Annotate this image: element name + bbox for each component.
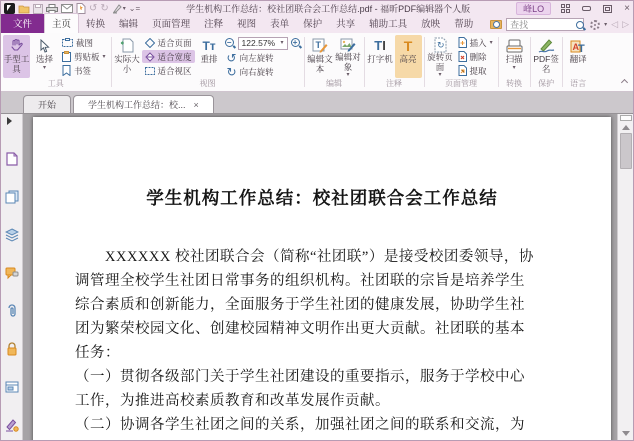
pdf-sign-button[interactable]: PDF签名 — [533, 35, 560, 78]
group-pages — [427, 35, 496, 91]
document-line: 团为繁荣校园文化、创建校园精神文明作出更大贡献。社团联的基本 — [75, 321, 525, 337]
zoom-caret-icon: ▾ — [280, 40, 284, 46]
group-protect — [533, 35, 560, 91]
tab-home[interactable]: 主页 — [44, 13, 79, 33]
rotate-right-button[interactable]: ↻ 向右旋转 — [226, 64, 274, 79]
ribbon-tab-bar — [1, 16, 633, 33]
redo-icon[interactable]: ↻ — [100, 2, 109, 14]
tab-file[interactable]: 文件 — [1, 14, 44, 33]
page-thumbnails-panel-icon[interactable] — [4, 189, 20, 205]
edit-text-button[interactable]: T 编辑文本 — [307, 35, 334, 78]
search-input[interactable] — [506, 18, 584, 31]
document-line: 综合素质和创新能力，全面服务于学生社团的健康发展，协助学生社 — [75, 297, 525, 313]
reflow-icon: Tᴛ — [202, 39, 216, 53]
hand-icon — [9, 37, 24, 55]
edit-object-caret-icon: ▾ — [346, 72, 350, 78]
tab-share[interactable]: 共享 — [336, 19, 356, 30]
main-area — [1, 114, 633, 440]
group-label-tools: 工具 — [47, 79, 64, 88]
quick-sign-icon[interactable]: ▾ — [112, 3, 126, 15]
minimize-button[interactable] — [582, 6, 591, 11]
reflow-button[interactable]: Tᴛ 重排 — [200, 39, 218, 64]
document-line: 任务： — [75, 345, 120, 361]
zoom-level-combo[interactable]: 122.57% ▾ — [238, 37, 288, 50]
scrollbar-thumb[interactable] — [620, 133, 632, 169]
split-view-handle[interactable] — [620, 115, 632, 121]
attachments-panel-icon[interactable] — [4, 303, 20, 319]
signatures-panel-icon[interactable] — [4, 417, 20, 433]
search-icon[interactable] — [574, 19, 586, 31]
app-logo-icon[interactable] — [4, 3, 15, 15]
scan-icon — [506, 37, 523, 55]
document-tab-bar — [1, 92, 633, 114]
document-line: （一）贯彻各级部门关于学生社团建设的重要指示，服务于学校中心 — [75, 369, 525, 385]
tab-edit[interactable]: 编辑 — [119, 19, 139, 30]
translate-icon — [570, 37, 587, 55]
translate-button[interactable]: A T 翻译 — [565, 35, 592, 78]
navigation-panel-bar — [1, 114, 23, 440]
group-label-edit: 编辑 — [326, 79, 343, 88]
group-convert — [501, 35, 528, 91]
open-file-icon[interactable] — [18, 3, 30, 15]
comments-panel-icon[interactable] — [4, 265, 20, 281]
actual-size-button[interactable]: 实际大小 — [114, 35, 141, 78]
typewriter-icon: TI — [374, 38, 386, 53]
svg-text:↻: ↻ — [436, 40, 445, 50]
customize-toolbar-icon[interactable]: ⌄= — [128, 4, 141, 13]
security-panel-icon[interactable] — [4, 341, 20, 357]
extract-page-button[interactable]: 提取 — [455, 64, 496, 77]
vertical-scrollbar[interactable] — [617, 114, 633, 440]
edit-object-icon — [340, 37, 356, 53]
group-label-convert: 转换 — [506, 79, 523, 88]
scan-button[interactable]: 扫描 ▾ — [501, 35, 528, 78]
history-back-icon[interactable]: ◁ — [611, 19, 619, 29]
tab-form[interactable]: 表单 — [270, 19, 290, 30]
clipboard-button[interactable]: 剪贴板 ▾ — [59, 50, 109, 63]
workspace-grid-icon[interactable] — [561, 4, 570, 13]
bookmark-button[interactable]: 书签 — [59, 64, 109, 77]
chevron-up-icon — [620, 79, 627, 86]
group-edit — [307, 35, 362, 91]
fit-width-button[interactable]: 适合宽度 — [142, 50, 195, 63]
rotate-left-button[interactable]: ↺ 向左旋转 — [226, 50, 274, 65]
rotate-left-icon: ↺ — [226, 50, 237, 65]
rotate-pages-button[interactable]: ↻ 旋转页面 ▾ — [427, 35, 454, 78]
svg-text:T: T — [577, 42, 585, 54]
bookmarks-panel-icon[interactable] — [4, 151, 20, 167]
document-line: （二）协调各学生社团之间的关系，加强社团之间的联系和交流，为 — [75, 417, 525, 433]
group-tools — [3, 35, 109, 91]
tab-comment[interactable]: 注释 — [204, 19, 224, 30]
tab-accessibility[interactable]: 辅助工具 — [369, 19, 408, 30]
save-icon[interactable] — [33, 3, 43, 15]
highlight-icon: T — [403, 38, 413, 54]
select-tool-button[interactable]: 选择 ▾ — [31, 35, 58, 78]
document-body — [75, 245, 571, 437]
panel-expand-icon[interactable] — [7, 117, 12, 125]
tab-close-icon[interactable]: × — [193, 99, 199, 110]
cursor-icon — [38, 37, 51, 55]
group-label-protect: 保护 — [538, 79, 555, 88]
select-caret-icon: ▾ — [42, 64, 46, 71]
group-label-comment: 注释 — [386, 79, 403, 88]
zoom-out-icon[interactable]: − — [224, 37, 236, 49]
tab-protect[interactable]: 保护 — [303, 19, 323, 30]
clipboard-caret-icon: ▾ — [102, 53, 106, 60]
tab-convert[interactable]: 转换 — [86, 19, 106, 30]
settings-gear-icon[interactable] — [590, 20, 600, 30]
document-canvas[interactable] — [23, 114, 617, 440]
delete-page-button[interactable]: 删除 — [455, 50, 496, 63]
doc-tab-current[interactable]: 学生机构工作总结：校... × — [73, 95, 214, 113]
tab-present[interactable]: 放映 — [421, 19, 441, 30]
rotate-pages-icon — [433, 37, 448, 53]
group-language — [565, 35, 592, 91]
restore-button[interactable] — [603, 5, 612, 13]
fit-visible-button[interactable]: 适合视区 — [142, 64, 195, 77]
svg-text:T: T — [315, 40, 322, 50]
group-label-pages: 页面管理 — [445, 79, 478, 88]
svg-text:A: A — [572, 41, 579, 52]
pdf-page[interactable] — [33, 117, 611, 440]
highlight-button[interactable]: T 高亮 — [395, 35, 422, 78]
window-title: 学生机构工作总结：校社团联合会工作总结.pdf - 福昕PDF编辑器个人版 — [186, 4, 471, 14]
history-forward-icon[interactable]: ▷ — [622, 19, 629, 29]
close-button[interactable]: × — [624, 2, 630, 14]
tab-organize[interactable]: 页面管理 — [152, 19, 191, 30]
group-view — [114, 35, 302, 91]
snapshot-button[interactable]: 截图 — [59, 36, 109, 49]
search-folder-icon[interactable] — [490, 20, 502, 29]
undo-icon[interactable]: ↺ — [89, 2, 98, 14]
tab-help[interactable]: 帮助 — [454, 19, 474, 30]
document-line: 工作，为推进高校素质教育和改革发展作贡献。 — [75, 393, 390, 409]
pdf-sign-icon — [538, 37, 555, 55]
doc-tab-start[interactable]: 开始 — [23, 95, 71, 113]
tab-view[interactable]: 视图 — [237, 19, 257, 30]
typewriter-button[interactable]: TI 打字机 — [367, 38, 393, 64]
edit-text-icon — [312, 37, 328, 55]
rotate-pages-caret-icon: ▾ — [438, 72, 442, 78]
scroll-down-arrow[interactable] — [622, 431, 630, 436]
hand-tool-button[interactable]: 手型工具 — [3, 35, 30, 78]
layers-panel-icon[interactable] — [4, 227, 20, 243]
group-label-language: 语言 — [570, 79, 587, 88]
rotate-right-icon: ↻ — [226, 64, 237, 79]
zoom-in-icon[interactable]: + — [290, 37, 302, 49]
group-comment — [367, 35, 422, 91]
group-label-view: 视图 — [199, 79, 216, 88]
document-heading: 学生机构工作总结：校社团联合会工作总结 — [146, 188, 498, 208]
document-line: XXXXXX 校社团联合会（简称“社团联”）是接受校团委领导，协 — [105, 249, 534, 265]
scan-caret-icon: ▾ — [512, 64, 516, 71]
actual-size-icon — [120, 37, 135, 55]
edit-object-button[interactable]: 编辑对象 ▾ — [335, 35, 362, 78]
ribbon — [1, 33, 633, 92]
insert-caret-icon: ▾ — [489, 39, 493, 46]
insert-page-button[interactable]: 插入 ▾ — [455, 36, 496, 49]
collapse-ribbon-button[interactable] — [617, 75, 631, 87]
scroll-up-arrow[interactable] — [622, 125, 630, 130]
fields-panel-icon[interactable] — [4, 379, 20, 395]
fit-page-button[interactable]: 适合页面 — [142, 36, 195, 49]
gear-caret-icon[interactable]: ▾ — [604, 21, 608, 28]
document-line: 调管理全校学生社团日常事务的组织机构。社团联的宗旨是培养学生 — [75, 273, 525, 289]
user-account-badge[interactable]: 峰LO — [516, 2, 551, 15]
